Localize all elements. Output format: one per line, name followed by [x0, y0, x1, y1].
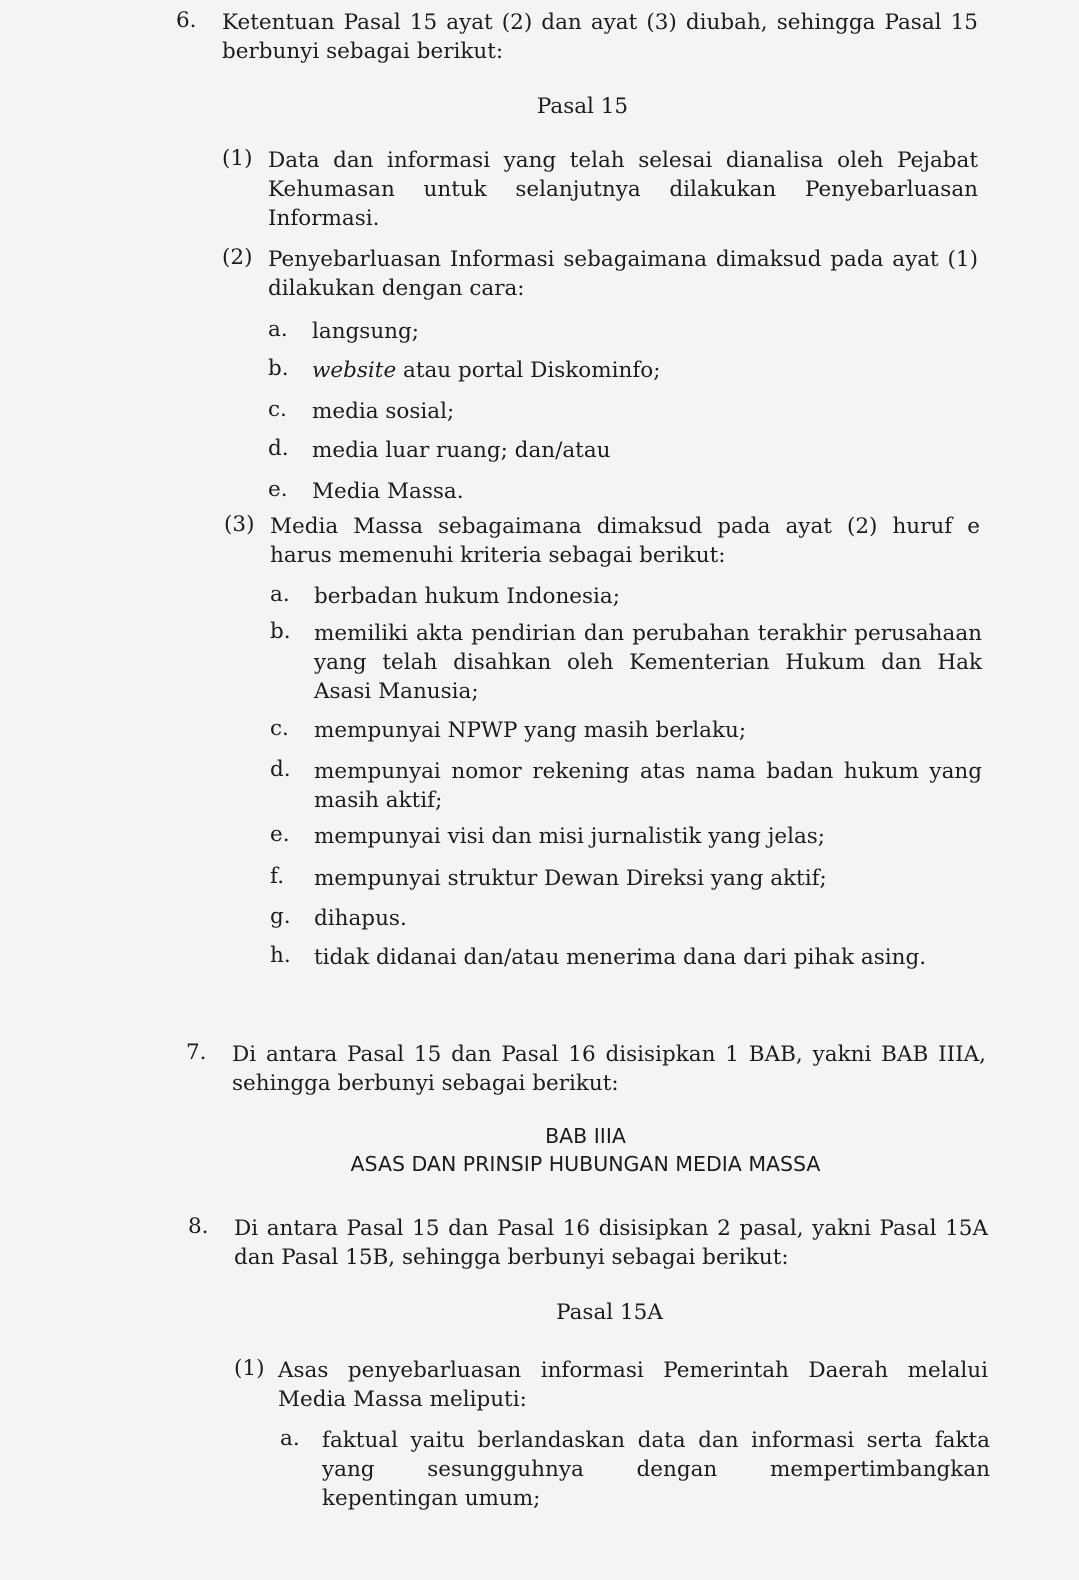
ayat-2-item-e-text: Media Massa.: [312, 479, 464, 504]
ayat-3-item-h-text: tidak didanai dan/atau menerima dana dari pihak asing.: [314, 945, 927, 970]
ayat-3-item-b-letter: b.: [270, 619, 291, 644]
pasal-15-ayat-1-text: Data dan informasi yang telah selesai dianalisa oleh Pejabat Kehumasan untuk selanjutnya dilakukan Penyebarluasan Informasi.: [268, 148, 978, 231]
ayat-3-item-e-letter: e.: [270, 822, 290, 847]
pasal-15-ayat-3-number: (3): [224, 512, 255, 537]
ayat-2-item-d-letter: d.: [268, 436, 289, 461]
ayat-3-item-c-text: mempunyai NPWP yang masih berlaku;: [314, 718, 747, 743]
ayat-3-item-b-text: memiliki akta pendirian dan perubahan terakhir perusahaan yang telah disahkan oleh Kementerian Hukum dan Hak Asasi Manusia;: [314, 621, 982, 704]
ayat-2-item-b-rest: atau portal Diskominfo;: [396, 358, 661, 383]
ayat-2-item-c-text: media sosial;: [312, 399, 455, 424]
bab-iiia-title: ASAS DAN PRINSIP HUBUNGAN MEDIA MASSA: [350, 1152, 821, 1176]
pasal-15-heading: Pasal 15: [536, 94, 629, 119]
ayat-2-item-d-text: media luar ruang; dan/atau: [312, 438, 611, 463]
ayat-2-item-e-letter: e.: [268, 477, 288, 502]
item-6-text: Ketentuan Pasal 15 ayat (2) dan ayat (3) diubah, sehingga Pasal 15 berbunyi sebagai berikut:: [222, 10, 978, 64]
pasal-15a-item-a-text: faktual yaitu berlandaskan data dan informasi serta fakta yang sesungguhnya dengan mempertimbangkan kepentingan umum;: [322, 1428, 990, 1511]
ayat-3-item-g-text: dihapus.: [314, 906, 407, 931]
ayat-2-item-b-letter: b.: [268, 356, 289, 381]
pasal-15-ayat-1-number: (1): [222, 146, 253, 171]
ayat-3-item-a-letter: a.: [270, 582, 290, 607]
pasal-15a-heading: Pasal 15A: [556, 1300, 663, 1325]
ayat-2-item-a-letter: a.: [268, 317, 288, 342]
pasal-15a-item-a-letter: a.: [280, 1426, 300, 1451]
ayat-3-item-e-text: mempunyai visi dan misi jurnalistik yang jelas;: [314, 824, 826, 849]
ayat-3-item-d-letter: d.: [270, 757, 291, 782]
bab-iiia-heading: BAB IIIA: [545, 1124, 626, 1148]
pasal-15-ayat-3-text: Media Massa sebagaimana dimaksud pada ayat (2) huruf e harus memenuhi kriteria sebagai berikut:: [270, 514, 980, 568]
item-7-text: Di antara Pasal 15 dan Pasal 16 disisipkan 1 BAB, yakni BAB IIIA, sehingga berbunyi sebagai berikut:: [232, 1042, 986, 1096]
item-6-number: 6.: [176, 8, 197, 33]
ayat-2-item-b-text: [312, 356, 661, 385]
ayat-3-item-g-letter: g.: [270, 904, 291, 929]
ayat-2-item-a-text: langsung;: [312, 319, 420, 344]
ayat-3-item-a-text: berbadan hukum Indonesia;: [314, 584, 620, 609]
ayat-2-item-c-letter: c.: [268, 397, 287, 422]
item-8-number: 8.: [188, 1214, 209, 1239]
pasal-15-ayat-2-text: Penyebarluasan Informasi sebagaimana dimaksud pada ayat (1) dilakukan dengan cara:: [268, 247, 978, 301]
pasal-15a-ayat-1-number: (1): [234, 1356, 265, 1381]
ayat-3-item-f-text: mempunyai struktur Dewan Direksi yang aktif;: [314, 866, 827, 891]
ayat-3-item-d-text: mempunyai nomor rekening atas nama badan hukum yang masih aktif;: [314, 759, 982, 813]
pasal-15a-ayat-1-text: Asas penyebarluasan informasi Pemerintah Daerah melalui Media Massa meliputi:: [278, 1358, 988, 1412]
pasal-15-ayat-2-number: (2): [222, 245, 253, 270]
item-8-text: Di antara Pasal 15 dan Pasal 16 disisipkan 2 pasal, yakni Pasal 15A dan Pasal 15B, sehingga berbunyi sebagai berikut:: [234, 1216, 988, 1270]
ayat-3-item-h-letter: h.: [270, 943, 291, 968]
ayat-2-item-b-italic: website: [312, 358, 397, 383]
ayat-3-item-c-letter: c.: [270, 716, 289, 741]
ayat-3-item-f-letter: f.: [270, 864, 285, 889]
item-7-number: 7.: [186, 1040, 207, 1065]
